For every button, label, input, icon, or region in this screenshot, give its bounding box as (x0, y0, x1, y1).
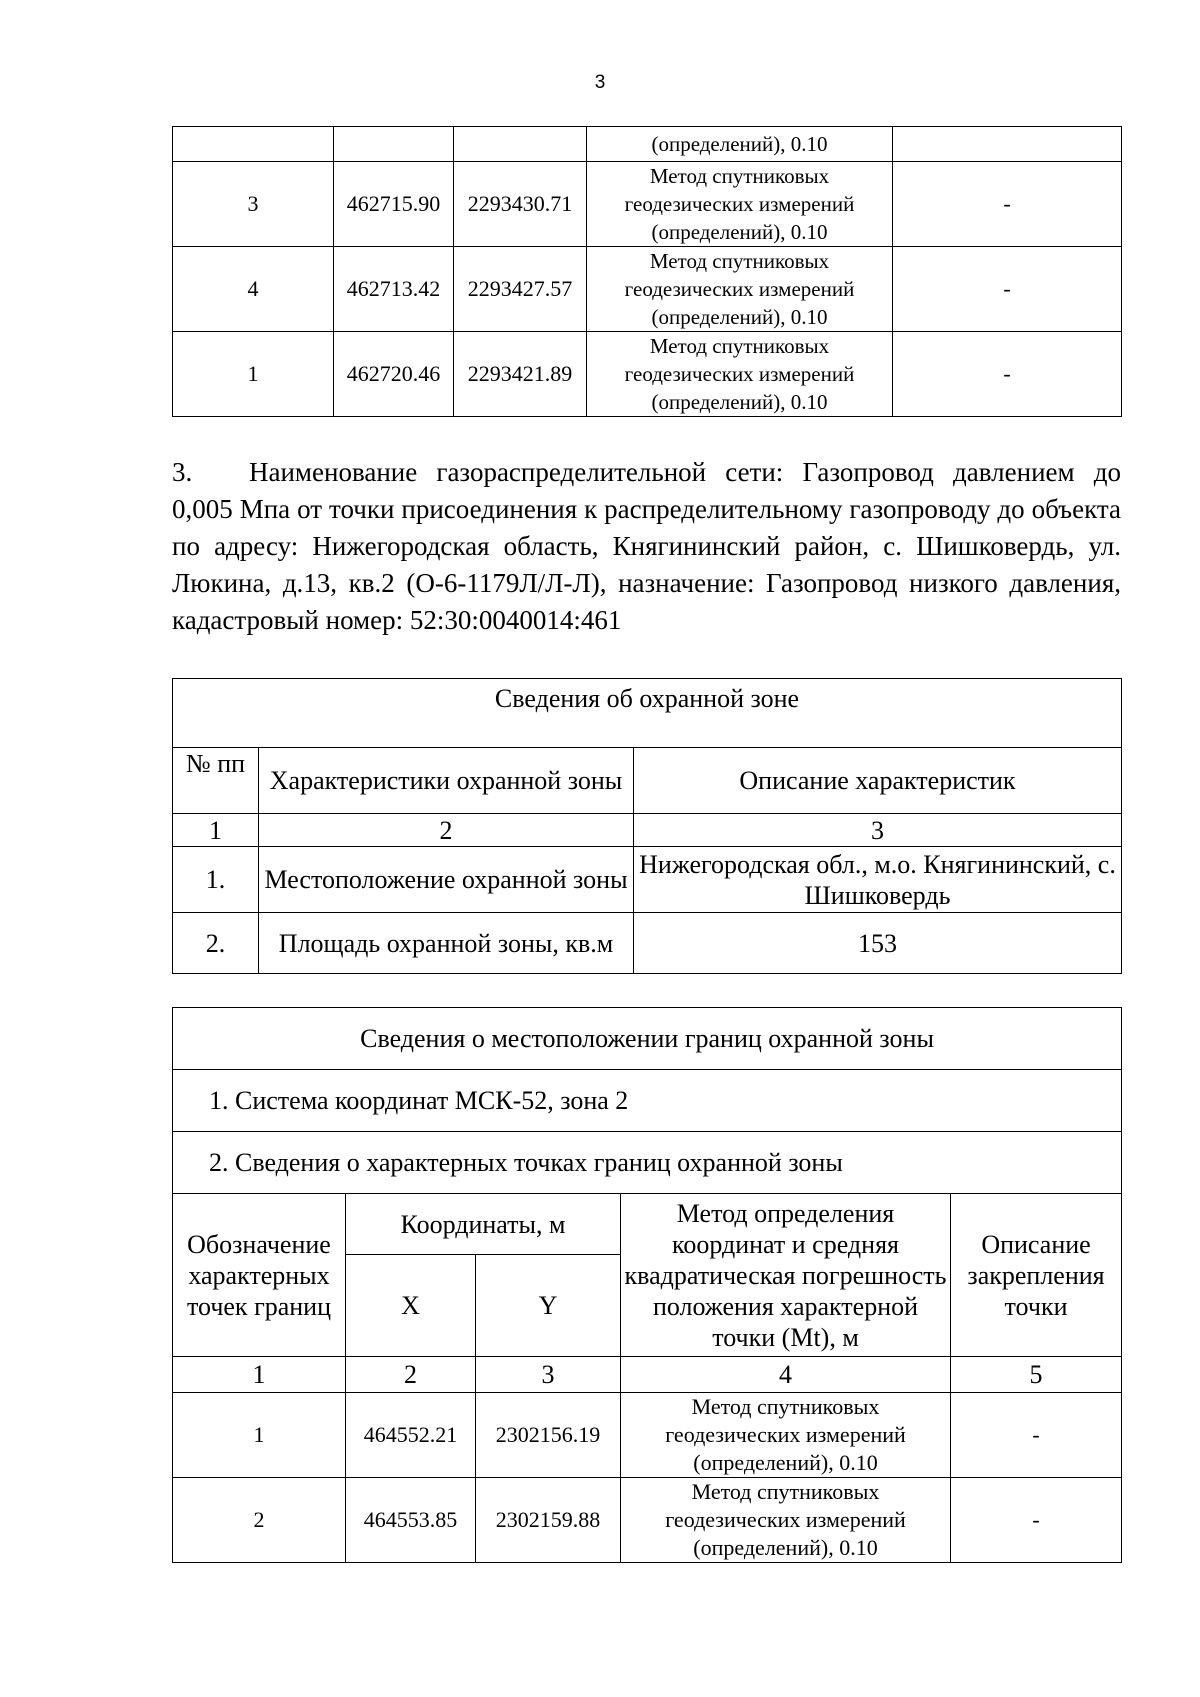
method-cell (621, 1393, 951, 1478)
section-number: 3. (172, 457, 193, 487)
column-number: 2 (346, 1357, 476, 1393)
column-number-row (173, 814, 1122, 847)
column-number: 3 (476, 1357, 621, 1393)
method-cell (621, 1478, 951, 1563)
method-line: Метод спутниковых (691, 1394, 880, 1419)
method-line: геодезических измерений (624, 362, 855, 386)
method-line: Метод спутниковых (649, 249, 830, 273)
method-line: геодезических измерений (665, 1507, 906, 1532)
point-cell: 3 (173, 162, 334, 247)
column-number: 2 (259, 814, 634, 847)
desc-cell: - (893, 162, 1122, 247)
x-cell: 464552.21 (346, 1393, 476, 1478)
column-number: 5 (951, 1357, 1122, 1393)
table-row (173, 1393, 1122, 1478)
column-number-row (173, 1357, 1122, 1393)
x-cell: 462720.46 (334, 332, 454, 417)
header-method: Метод определения координат и средняя квадратическая погрешность положения характерной точки (Mt), м (621, 1194, 951, 1357)
description-cell: Нижегородская обл., м.о. Княгининский, с. Шишковердь (634, 847, 1122, 913)
y-cell: 2293430.71 (454, 162, 587, 247)
table-title: Сведения о местоположении границ охранной зоны (173, 1008, 1122, 1070)
x-cell: 464553.85 (346, 1478, 476, 1563)
header-x: X (346, 1255, 476, 1357)
table-row (173, 679, 1122, 748)
table-row (173, 162, 1122, 247)
point-cell: 1 (173, 332, 334, 417)
method-line: (определений), 0.10 (651, 305, 828, 329)
section-3-paragraph (172, 454, 1121, 639)
method-line: (определений), 0.10 (651, 220, 828, 244)
desc-cell: - (893, 247, 1122, 332)
description-cell: 153 (634, 913, 1122, 974)
method-line: геодезических измерений (624, 192, 855, 216)
method-line: Метод спутниковых (649, 164, 830, 188)
y-cell: 2302159.88 (476, 1478, 621, 1563)
x-cell: 462713.42 (334, 247, 454, 332)
desc-cell: - (951, 1478, 1122, 1563)
zone-boundaries-table (172, 1007, 1122, 1563)
method-cell: (определений), 0.10 (587, 127, 893, 162)
table-row (173, 913, 1122, 974)
coordinates-table-continuation (172, 126, 1122, 417)
method-cell (587, 247, 893, 332)
table-row (173, 847, 1122, 913)
characteristic-cell: Местоположение охранной зоны (259, 847, 634, 913)
y-cell: 2302156.19 (476, 1393, 621, 1478)
method-cell (587, 162, 893, 247)
header-cell: № пп (173, 748, 259, 814)
header-description: Описание закрепления точки (951, 1194, 1122, 1357)
table-row (173, 127, 1122, 162)
method-line: геодезических измерений (624, 277, 855, 301)
header-designation: Обозначение характерных точек границ (173, 1194, 346, 1357)
table-row (173, 1478, 1122, 1563)
section-text: Наименование газораспределительной сети: Газопровод давлением до 0,005 Мпа от точки присоединения к распределительному газопроводу до объекта по адресу: Нижегородская область, Княгининский район, с. Шишковердь, ул. Люкина, д.13, кв.2 (О-6-1179Л/Л-Л), назначение: Газопровод низкого давления, кадастровый номер: 52:30:0040014:461 (172, 457, 1121, 635)
table-cell (173, 127, 334, 162)
table-cell (454, 127, 587, 162)
coordinate-system: 1. Система координат МСК-52, зона 2 (173, 1070, 1122, 1132)
method-line: геодезических измерений (665, 1422, 906, 1447)
header-y: Y (476, 1255, 621, 1357)
table-row (173, 332, 1122, 417)
point-cell: 1 (173, 1393, 346, 1478)
header-coordinates: Координаты, м (346, 1194, 621, 1255)
point-cell: 2 (173, 1478, 346, 1563)
table-header-row (173, 748, 1122, 814)
column-number: 4 (621, 1357, 951, 1393)
desc-cell: - (893, 332, 1122, 417)
method-line: Метод спутниковых (691, 1479, 880, 1504)
row-number: 1. (173, 847, 259, 913)
x-cell: 462715.90 (334, 162, 454, 247)
header-cell: Описание характеристик (634, 748, 1122, 814)
column-number: 1 (173, 814, 259, 847)
table-row (173, 1132, 1122, 1194)
point-cell: 4 (173, 247, 334, 332)
table-cell (334, 127, 454, 162)
method-line: (определений), 0.10 (651, 390, 828, 414)
column-number: 1 (173, 1357, 346, 1393)
column-number: 3 (634, 814, 1122, 847)
table-header-row (173, 1194, 1122, 1255)
table-cell (893, 127, 1122, 162)
desc-cell: - (951, 1393, 1122, 1478)
row-number: 2. (173, 913, 259, 974)
method-line: Метод спутниковых (649, 334, 830, 358)
y-cell: 2293421.89 (454, 332, 587, 417)
table-row (173, 1008, 1122, 1070)
characteristic-cell: Площадь охранной зоны, кв.м (259, 913, 634, 974)
method-line: (определений), 0.10 (693, 1535, 878, 1560)
method-cell (587, 332, 893, 417)
header-cell: Характеристики охранной зоны (259, 748, 634, 814)
protection-zone-table (172, 678, 1122, 974)
page-number: 3 (594, 72, 606, 93)
table-row (173, 1070, 1122, 1132)
table-title: Сведения об охранной зоне (173, 679, 1122, 748)
method-line: (определений), 0.10 (693, 1450, 878, 1475)
table-row (173, 247, 1122, 332)
y-cell: 2293427.57 (454, 247, 587, 332)
points-section-title: 2. Сведения о характерных точках границ охранной зоны (173, 1132, 1122, 1194)
